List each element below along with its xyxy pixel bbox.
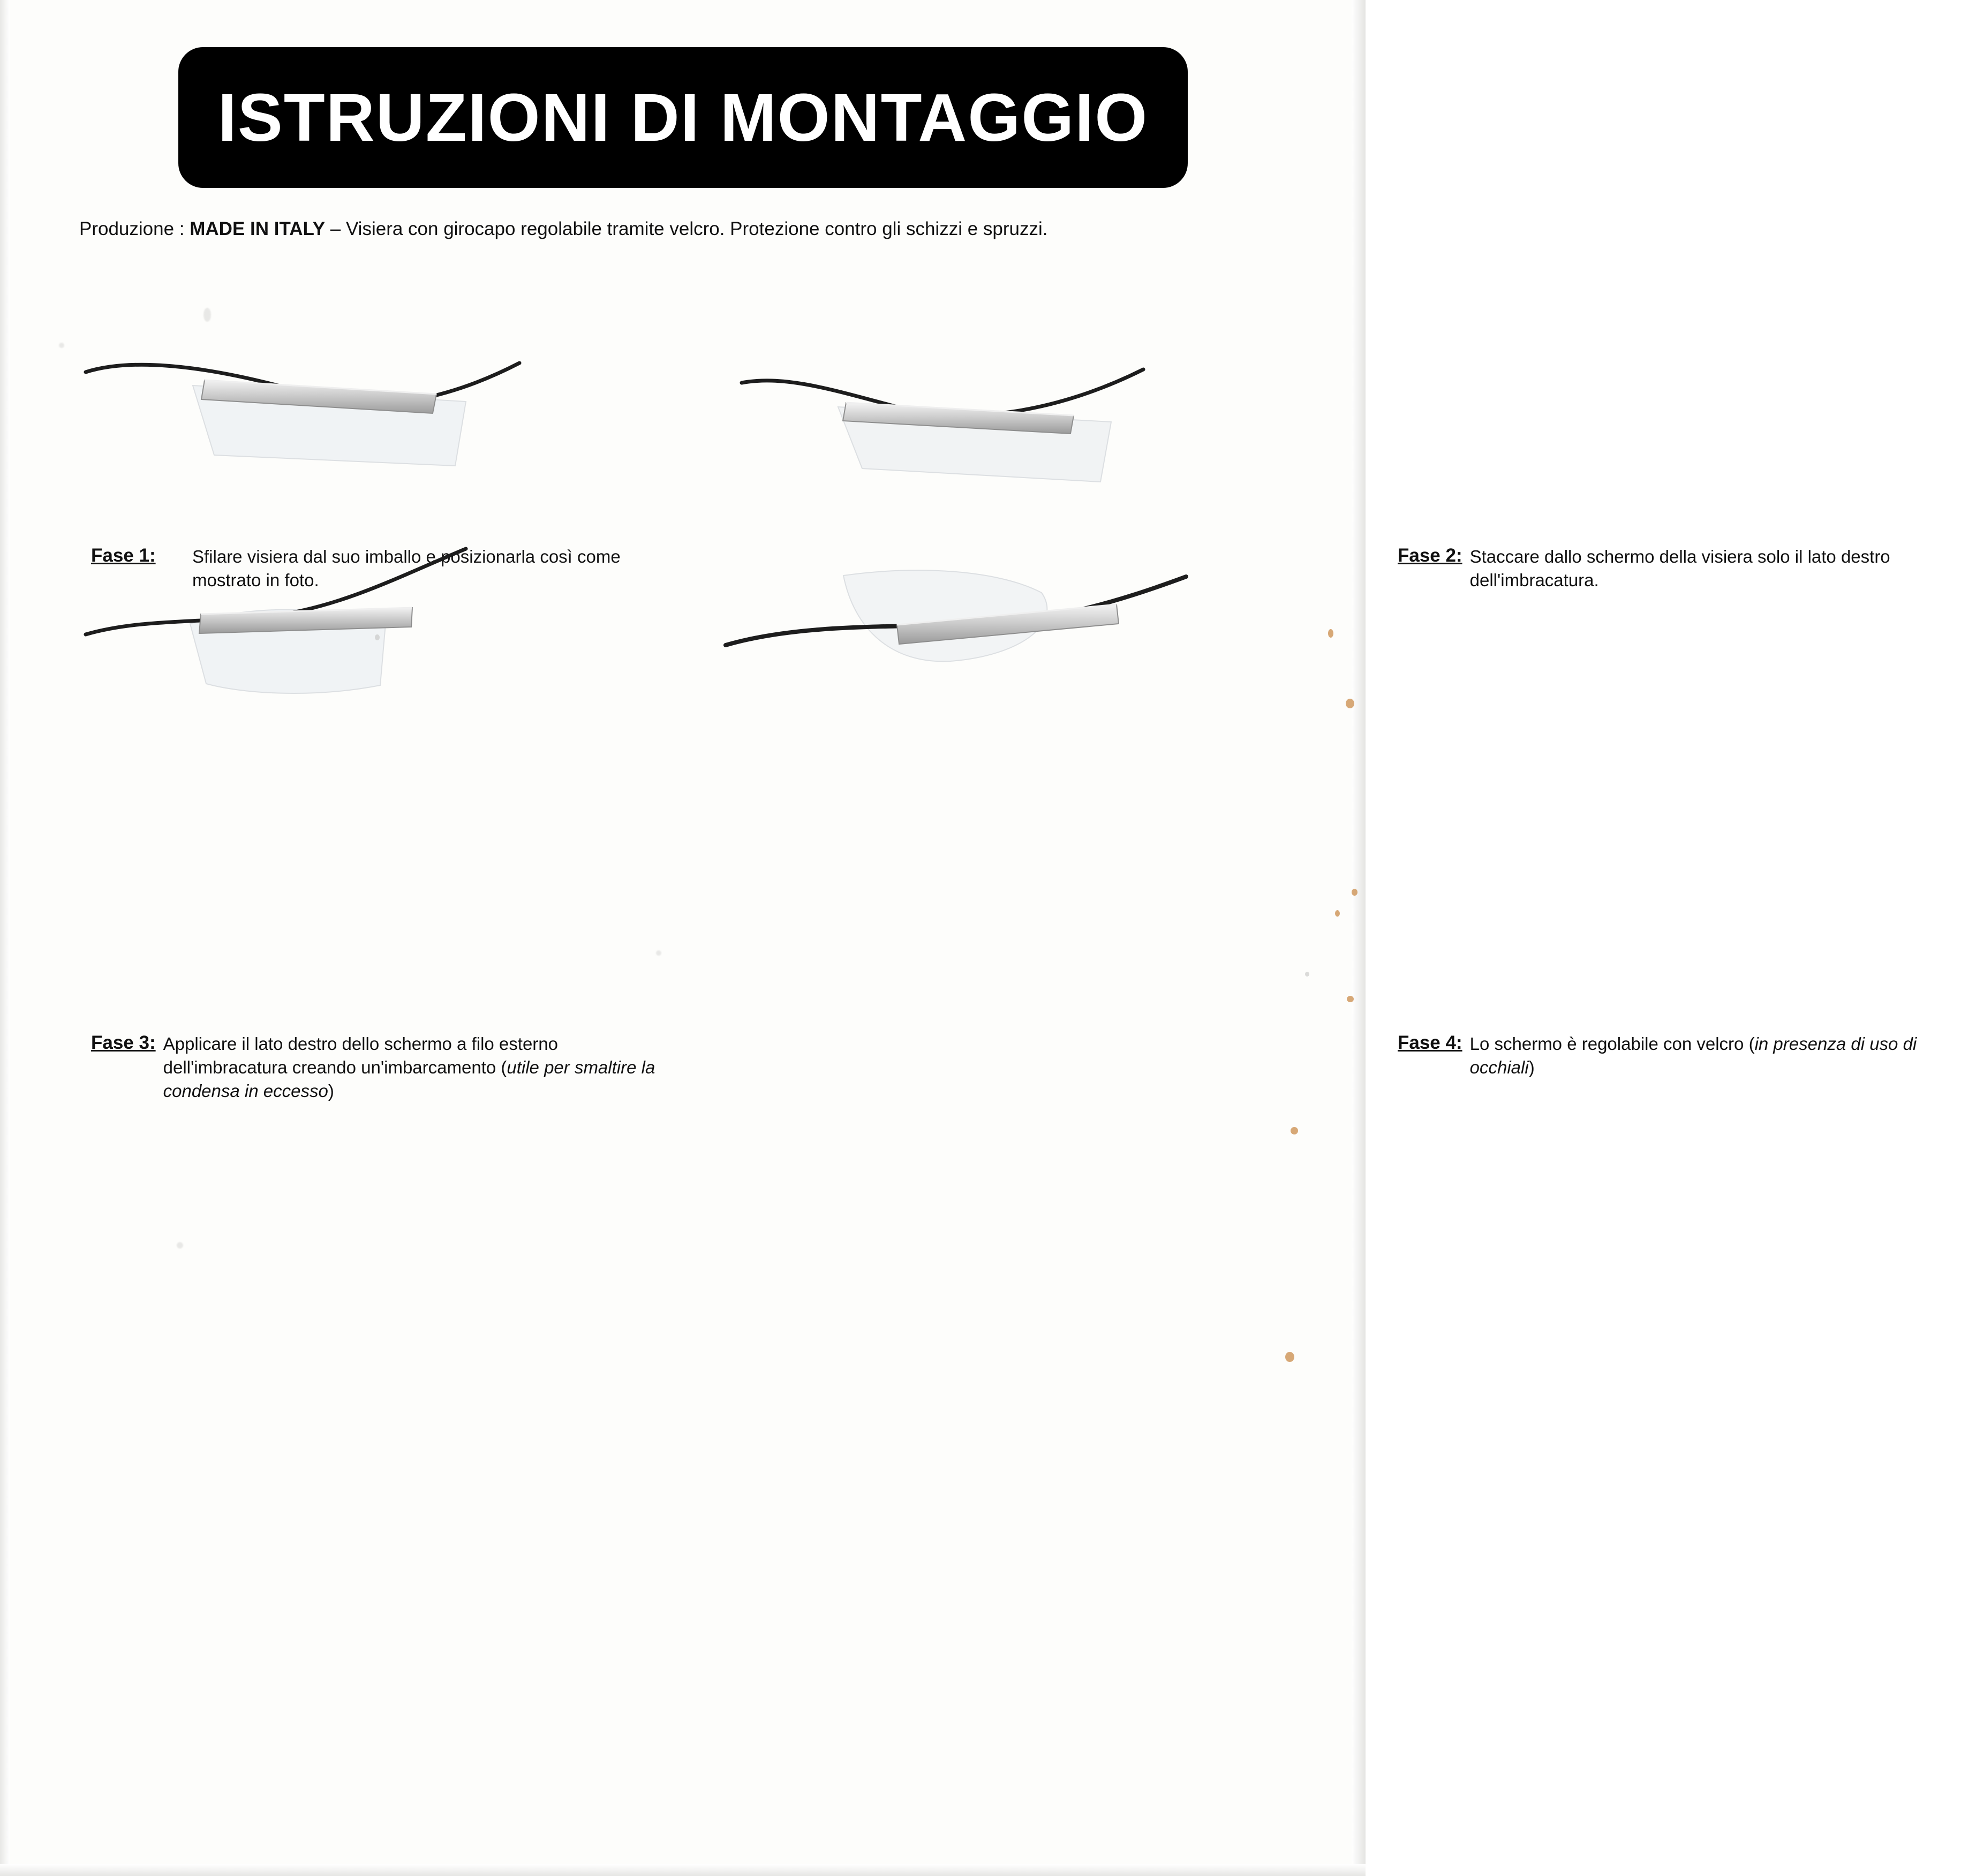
step-3-label: Fase 3: (91, 1032, 156, 1053)
scan-speck (1285, 1352, 1294, 1362)
scan-speck (1346, 699, 1354, 708)
step-4-text-italic: in presenza di uso di occhiali (1469, 1034, 1917, 1078)
scan-speck (1328, 629, 1333, 638)
intro-line (79, 217, 1289, 241)
scan-speck (1347, 996, 1354, 1002)
step-3-text-part2: ) (328, 1081, 334, 1101)
step-3-text-part1: Applicare il lato destro dello schermo a filo esterno dell'imbracatura creando un'imbarcamento ( (163, 1034, 559, 1078)
step-2-label: Fase 2: (1398, 545, 1462, 566)
scan-smudge (59, 343, 64, 348)
intro-rest: – Visiera con girocapo regolabile tramite velcro. Protezione contro gli schizzi e spruzzi. (325, 218, 1048, 239)
step-3-photo (80, 543, 562, 699)
step-3 (0, 514, 683, 1101)
step-2-caption (1398, 545, 1965, 592)
step-1-label: Fase 1: (91, 545, 156, 566)
step-4-text-part2: ) (1528, 1057, 1535, 1078)
scan-speck (1305, 972, 1309, 977)
step-2-text: Staccare dallo schermo della visiera solo il lato destro dell'imbracatura. (1469, 547, 1890, 591)
title-banner (178, 47, 1188, 188)
intro-brand: MADE IN ITALY (190, 218, 326, 239)
step-4-caption (1398, 1032, 1976, 1079)
step-3-text (163, 1032, 664, 1103)
step-4-label: Fase 4: (1398, 1032, 1462, 1053)
step-1-photo (80, 321, 562, 482)
step-3-text-italic: utile per smaltire la condensa in eccesso (163, 1057, 655, 1101)
scan-speck (1291, 1127, 1298, 1134)
page-edge-left (0, 0, 10, 1876)
step-4-text-part1: Lo schermo è regolabile con velcro ( (1469, 1034, 1755, 1054)
scan-smudge (656, 950, 661, 956)
step-4-photo (720, 565, 1224, 709)
page-edge-bottom (0, 1864, 1366, 1876)
step-3-caption (91, 1032, 664, 1103)
scan-smudge (177, 1242, 183, 1249)
page-title: ISTRUZIONI DI MONTAGGIO (217, 79, 1149, 155)
step-1 (0, 289, 683, 591)
scan-speck (1352, 889, 1357, 896)
step-2-photo (736, 353, 1218, 493)
step-1-text: Sfilare visiera dal suo imballo e posizionarla così come mostrato in foto. (192, 547, 621, 591)
intro-prefix: Produzione : (79, 218, 190, 239)
scan-speck (1335, 910, 1340, 917)
scan-speck (375, 634, 380, 640)
step-2 (683, 289, 1890, 591)
step-4-text (1470, 1032, 1976, 1079)
scan-smudge (203, 308, 211, 322)
page-edge-right (1352, 0, 1366, 1876)
